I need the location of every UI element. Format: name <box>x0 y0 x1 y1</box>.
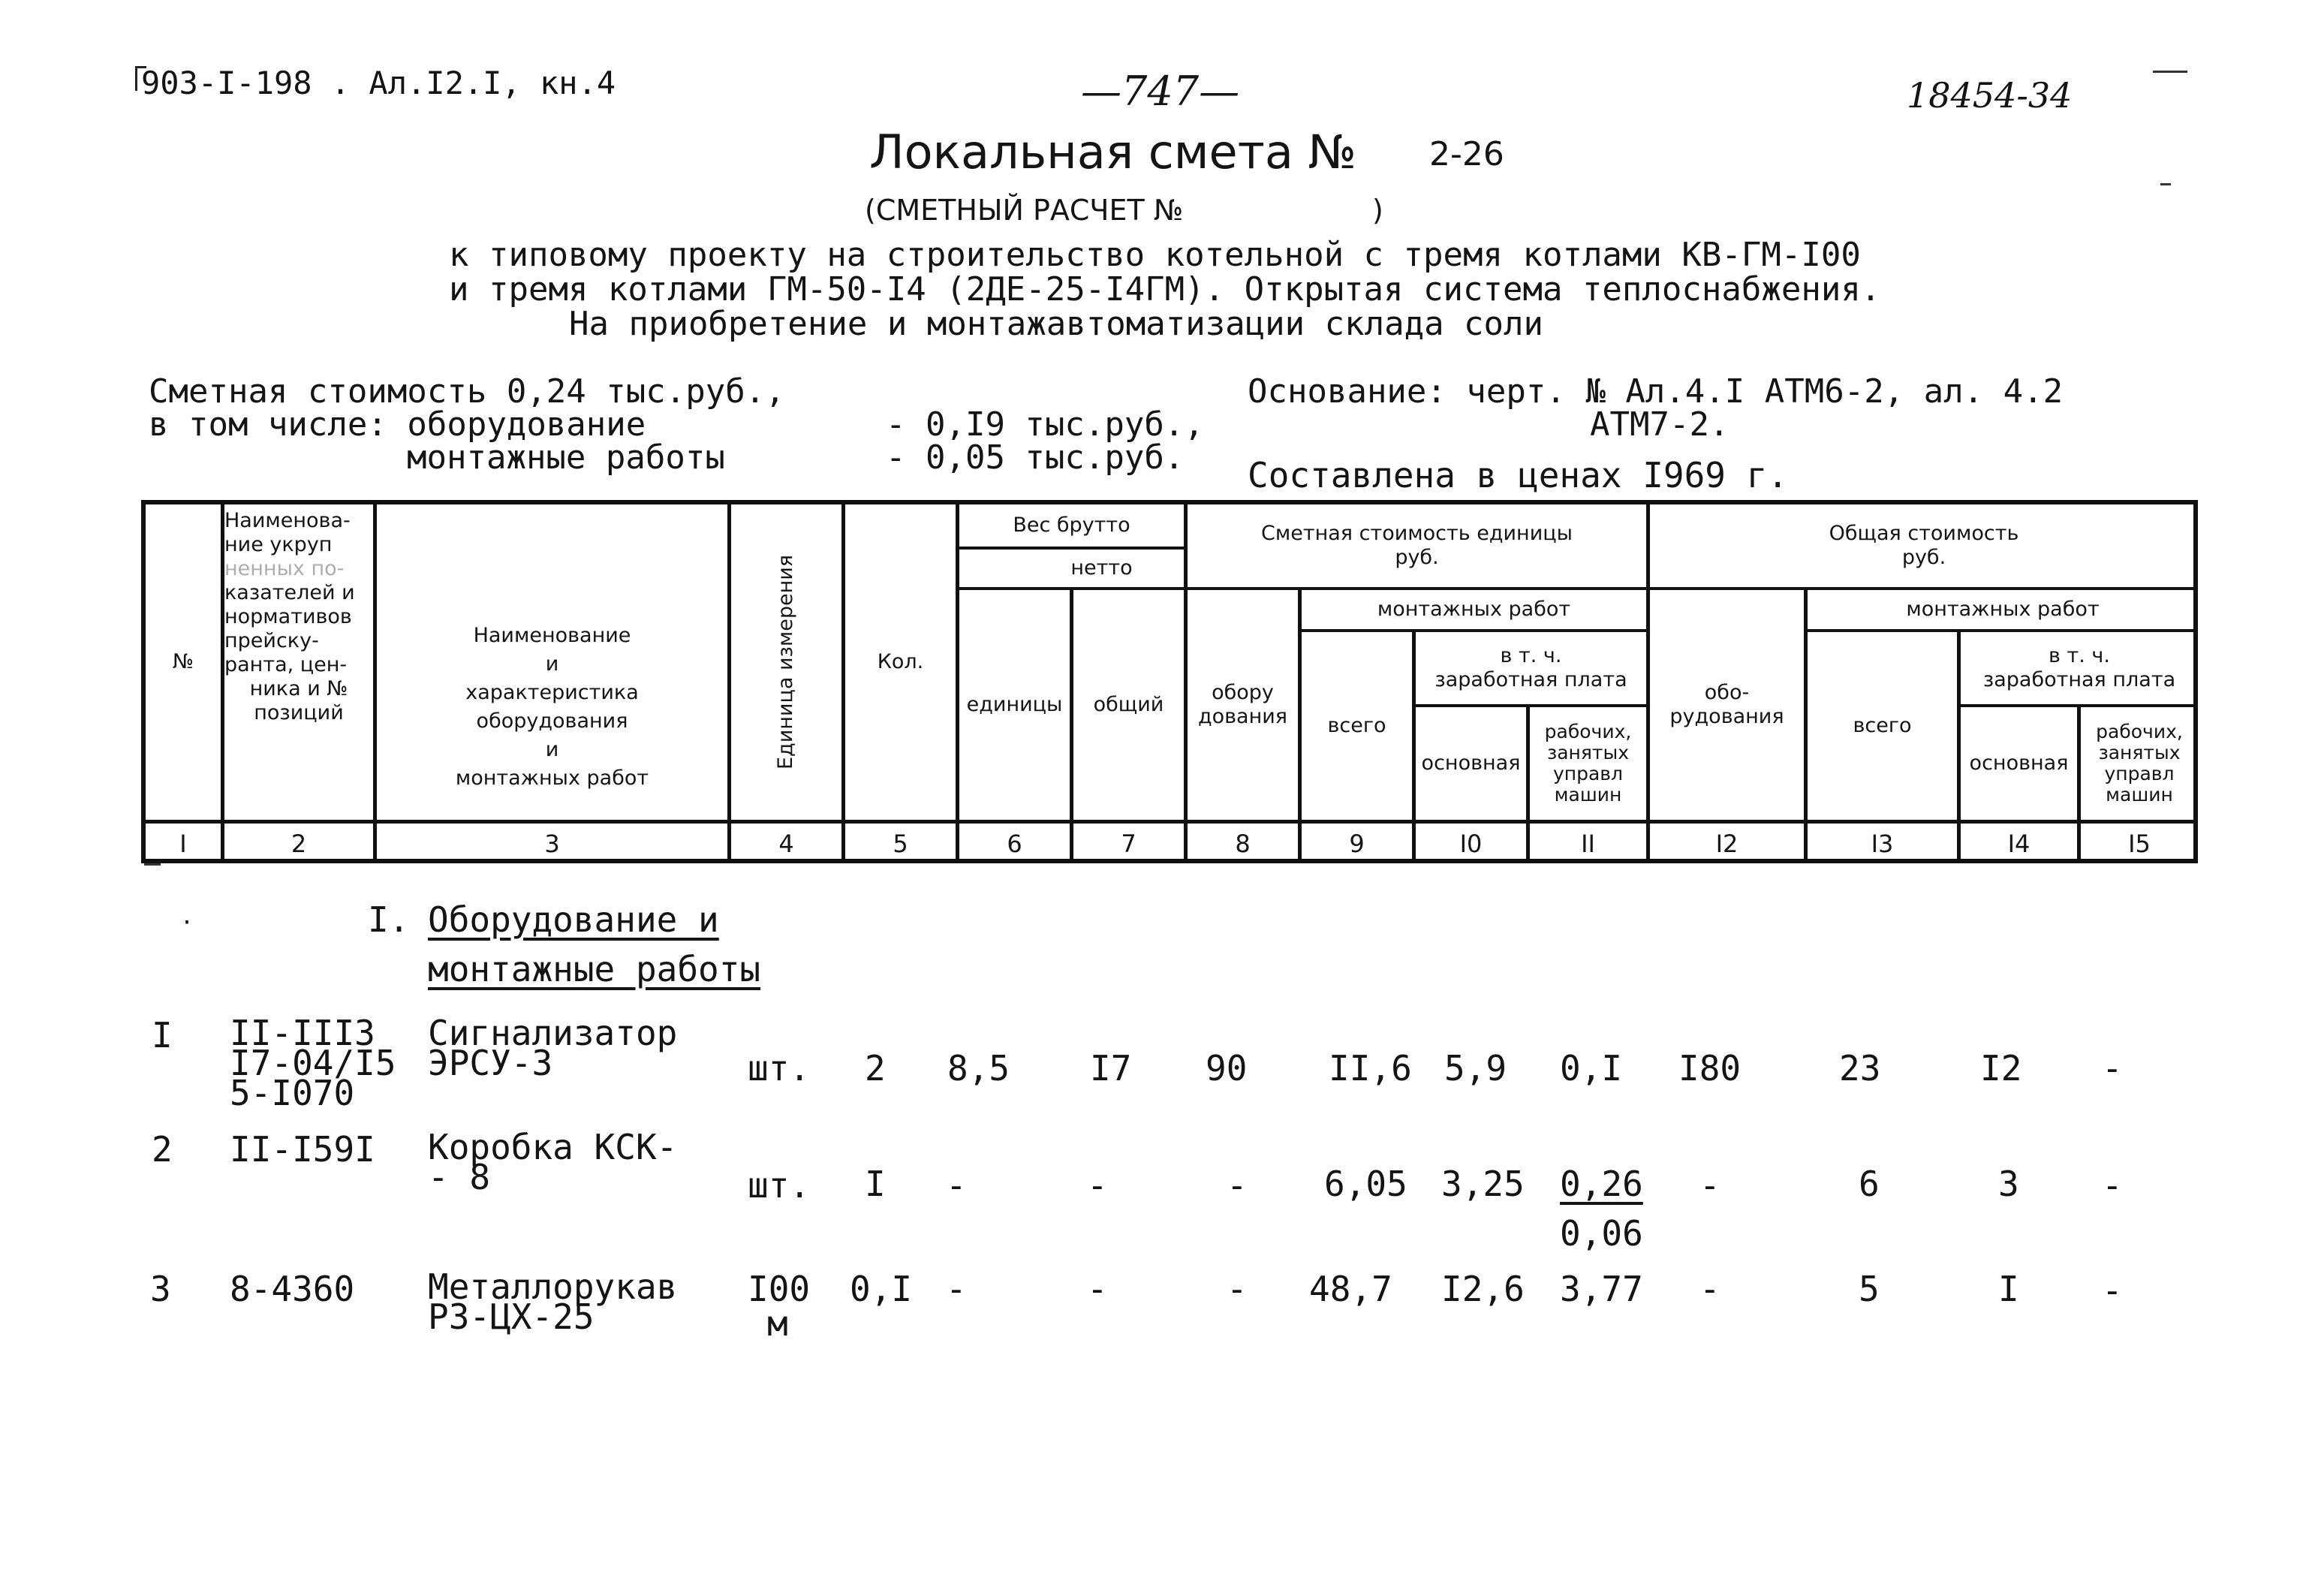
row-qty: 2 <box>865 1048 886 1089</box>
header-text: характеристика <box>465 681 639 704</box>
description-line-2: и тремя котлами ГМ-50-I4 (2ДЕ-25-I4ГМ). Открытая система теплоснабжения. <box>449 270 1881 309</box>
header-text: руб. <box>1901 546 1946 569</box>
equipment-cost: - 0,I9 тыс.руб., <box>886 405 1204 444</box>
header-text: машин <box>1554 784 1622 806</box>
col-index: 9 <box>1349 829 1365 858</box>
basis-line-2: АТМ7-2. <box>1590 405 1730 444</box>
row-name: Сигнализатор ЭРСУ-3 <box>428 1013 678 1083</box>
estimate-number: 2-26 <box>1429 135 1504 173</box>
row-code: II-III3 I7-04/I5 5-I070 <box>230 1013 396 1113</box>
row-number: 3 <box>150 1269 171 1309</box>
row-total-install: 5 <box>1859 1269 1880 1309</box>
row-total-wage-base: I <box>1998 1269 2019 1309</box>
row-unit-wage-base: 5,9 <box>1444 1048 1507 1089</box>
estimate-subtitle: (СМЕТНЫЙ РАСЧЕТ № <box>865 194 1184 227</box>
col-index: II <box>1581 829 1595 858</box>
row-unit-install: 6,05 <box>1324 1164 1407 1204</box>
row-total-equipment: - <box>1699 1269 1720 1309</box>
col-number-header: № <box>172 650 194 673</box>
header-text: Наименова- <box>224 509 351 532</box>
row-unit-wage-base: I2,6 <box>1441 1269 1525 1309</box>
col-index: I0 <box>1459 829 1483 858</box>
header-text: в т. ч. <box>1500 644 1562 667</box>
header-text: Общая стоимость <box>1829 522 2019 545</box>
header-text: нормативов <box>224 605 352 628</box>
col-total-wage-base-header: основная <box>1969 751 2069 775</box>
estimate-table-header <box>141 500 2198 863</box>
installation-label: монтажные работы <box>407 438 725 477</box>
header-text: обо- <box>1704 681 1750 704</box>
including-equipment-label: в том числе: оборудование <box>149 405 646 444</box>
unit-install-header: монтажных работ <box>1377 598 1571 621</box>
col-code-header <box>224 509 373 820</box>
col-index: 3 <box>544 829 560 858</box>
weight-gross-header: Вес брутто <box>1013 513 1130 537</box>
header-text: ника и № <box>249 677 348 700</box>
col-index: 6 <box>1007 829 1022 858</box>
weight-net-header: нетто <box>1070 556 1133 580</box>
col-unit-wage-machine-header <box>1530 707 1646 820</box>
header-text: занятых <box>1546 742 1630 763</box>
col-index: I4 <box>2007 829 2031 858</box>
row-unit-wage-machine: 3,77 <box>1560 1269 1643 1309</box>
estimate-title: Локальная смета № <box>869 125 1357 179</box>
estimate-subtitle-close: ) <box>1372 194 1383 227</box>
header-text: рабочих, <box>2096 721 2183 742</box>
header-text: позиций <box>254 701 344 724</box>
col-total-install-header: всего <box>1853 714 1912 737</box>
header-text: казателей и <box>224 581 355 604</box>
total-wage-header <box>1961 632 2198 704</box>
col-unit-wage-base-header: основная <box>1421 751 1521 775</box>
unit-cost-header <box>1188 504 1646 587</box>
margin-dash <box>144 863 161 866</box>
row-total-equipment: I80 <box>1678 1048 1742 1089</box>
row-weight-total: I7 <box>1090 1048 1132 1089</box>
row-code: II-I59I <box>230 1129 375 1170</box>
col-weight-total-header: общий <box>1093 693 1164 716</box>
row-code: 8-4360 <box>230 1269 355 1309</box>
row-unit-wage-machine: 0,26 <box>1560 1164 1643 1204</box>
header-text: Наименование <box>473 624 631 647</box>
col-index: I5 <box>2128 829 2151 858</box>
row-weight-total: - <box>1087 1165 1108 1206</box>
row-total-install: 6 <box>1859 1164 1880 1204</box>
col-qty-header: Кол. <box>877 650 924 673</box>
row-qty: 0,I <box>850 1269 913 1309</box>
unit-wage-header <box>1416 632 1646 704</box>
col-name-header <box>377 595 727 820</box>
header-text: машин <box>2106 784 2173 806</box>
description-line-3: На приобретение и монтажавтоматизации склада соли <box>569 305 1544 343</box>
basis-line-1: Основание: черт. № Ал.4.I АТМ6-2, ал. 4.2 <box>1248 372 2064 411</box>
header-text: и <box>545 652 559 676</box>
row-weight-total: - <box>1087 1269 1108 1309</box>
col-weight-unit-header: единицы <box>966 693 1063 716</box>
header-text: заработная плата <box>1982 668 2176 691</box>
row-total-wage-machine: - <box>2102 1165 2123 1206</box>
row-number: 2 <box>152 1129 173 1170</box>
row-total-install: 23 <box>1839 1048 1881 1089</box>
header-text: заработная плата <box>1434 668 1627 691</box>
row-unit-install: II,6 <box>1329 1048 1412 1089</box>
section-title-line-1: Оборудование и <box>428 899 719 940</box>
document-code: 903-I-198 . Ал.I2.I, кн.4 <box>141 65 616 101</box>
col-total-wage-machine-header <box>2081 707 2198 820</box>
col-index: 2 <box>291 829 307 858</box>
row-unit: шт. <box>748 1048 811 1089</box>
row-unit-wage-machine-secondary: 0,06 <box>1560 1213 1643 1254</box>
col-unit-install-total-header: всего <box>1327 714 1386 737</box>
archive-number: 18454-34 <box>1907 75 2073 116</box>
row-unit: шт. <box>748 1165 811 1206</box>
row-unit: I00 м <box>748 1269 811 1344</box>
col-index: I <box>179 829 187 858</box>
header-text: рабочих, <box>1544 721 1632 742</box>
row-total-wage-base: I2 <box>1980 1048 2022 1089</box>
col-index: 5 <box>893 829 908 858</box>
row-unit-wage-base: 3,25 <box>1441 1164 1525 1204</box>
total-install-header: монтажных работ <box>1906 598 2100 621</box>
row-total-wage-machine: - <box>2102 1270 2123 1311</box>
row-total-equipment: - <box>1699 1165 1720 1206</box>
col-unit-header <box>731 504 841 820</box>
row-weight-unit: - <box>946 1269 967 1309</box>
header-text: Сметная стоимость единицы <box>1261 522 1573 545</box>
col-index: 8 <box>1235 829 1251 858</box>
row-unit-equipment: 90 <box>1206 1048 1248 1089</box>
header-text: занятых <box>2098 742 2181 763</box>
col-total-equipment-header <box>1650 590 1804 820</box>
row-total-wage-machine: - <box>2102 1048 2123 1089</box>
header-text: и <box>545 738 559 761</box>
row-unit-equipment: - <box>1227 1269 1248 1309</box>
header-text: Единица измерения <box>774 554 798 770</box>
row-name: Коробка КСК- - 8 <box>428 1127 678 1197</box>
description-line-1: к типовому проекту на строительство котельной с тремя котлами КВ-ГМ-I00 <box>449 236 1861 274</box>
row-number: I <box>152 1015 173 1055</box>
margin-dash <box>2153 71 2187 73</box>
section-roman: I. <box>368 899 410 940</box>
header-text: в т. ч. <box>2049 644 2110 667</box>
col-index: I2 <box>1715 829 1739 858</box>
page-number: —747— <box>1081 68 1240 115</box>
installation-cost: - 0,05 тыс.руб. <box>886 438 1185 477</box>
header-text: обору <box>1212 681 1274 704</box>
col-index: 7 <box>1121 829 1136 858</box>
header-text: ранта, цен- <box>224 653 348 676</box>
margin-dash <box>2160 183 2171 185</box>
col-unit-equipment-header <box>1188 590 1298 820</box>
header-text: ненных по- <box>224 557 345 580</box>
prices-year: Составлена в ценах I969 г. <box>1248 455 1789 495</box>
header-text: дования <box>1197 705 1288 728</box>
bullet-dot: · <box>180 910 194 936</box>
header-text: монтажных работ <box>455 766 649 790</box>
row-qty: I <box>865 1164 886 1204</box>
header-text: рудования <box>1669 705 1784 728</box>
header-text: управл <box>1552 763 1624 784</box>
col-index: 4 <box>778 829 794 858</box>
row-total-wage-base: 3 <box>1998 1164 2019 1204</box>
row-weight-unit: - <box>946 1165 967 1206</box>
row-weight-unit: 8,5 <box>947 1048 1010 1089</box>
total-cost: Сметная стоимость 0,24 тыс.руб., <box>149 372 785 411</box>
row-name: Металлорукав РЗ-ЦХ-25 <box>428 1266 678 1337</box>
row-unit-equipment: - <box>1227 1165 1248 1206</box>
header-text: управл <box>2104 763 2175 784</box>
header-text: прейску- <box>224 629 319 652</box>
row-unit-wage-machine: 0,I <box>1560 1048 1623 1089</box>
section-title-line-2: монтажные работы <box>428 949 761 989</box>
total-cost-header <box>1650 504 2198 587</box>
row-unit-install: 48,7 <box>1309 1269 1392 1309</box>
header-text: ние укруп <box>224 533 333 556</box>
header-text: руб. <box>1395 546 1439 569</box>
col-index: I3 <box>1871 829 1894 858</box>
header-text: оборудования <box>476 709 628 733</box>
